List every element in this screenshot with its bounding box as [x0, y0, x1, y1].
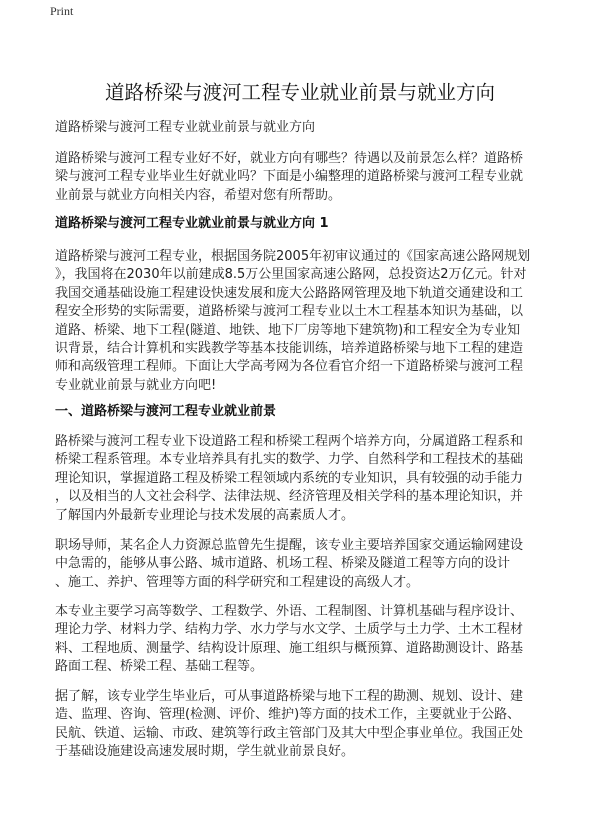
text-line: 本专业主要学习高等数学、工程数学、外语、工程制图、计算机基础与程序设计、 — [55, 604, 524, 619]
text-line: 路桥梁与渡河工程专业下设道路工程和桥梁工程两个培养方向，分属道路工程系和 — [55, 434, 524, 449]
employment-paragraph — [55, 688, 523, 762]
section-heading-2: 一、道路桥梁与渡河工程专业就业前景 — [55, 404, 277, 419]
text-line: 于基础设施建设高速发展时期，学生就业前景良好。 — [55, 744, 355, 760]
text-line: 理论力学、材料力学、结构力学、水力学与水文学、土质学与土力学、土木工程材 — [55, 622, 524, 638]
text-line: 职场导师，某名企人力资源总监曾先生提醒，该专业主要培养国家交通运输网建设 — [55, 538, 524, 553]
page-title: 道路桥梁与渡河工程专业就业前景与就业方向 — [104, 81, 495, 104]
text-line: 、施工、养护、管理等方面的科学研究和工程建设的高级人才。 — [55, 574, 420, 590]
print-link[interactable]: Print — [50, 4, 74, 18]
text-line: 据了解，该专业学生毕业后，可从事道路桥梁与地下工程的勘测、规划、设计、建 — [55, 689, 524, 704]
text-line: ，以及相当的人文社会科学、法律法规、经济管理及相关学科的基本理论知识，并 — [55, 489, 524, 505]
mentor-paragraph — [55, 537, 523, 592]
text-line: 民航、铁道、运输、市政、建筑等行政主管部门及其大中型企事业单位。我国正处 — [55, 725, 524, 741]
text-line: 我国交通基础设施工程建设快速发展和庞大公路路网管理及地下轨道交通建设和工 — [55, 285, 524, 301]
intro-paragraph — [55, 150, 523, 205]
text-line: 道路、桥梁、地下工程(隧道、地铁、地下厂房等地下建筑物)和工程安全为专业知 — [55, 322, 521, 338]
text-line: 桥梁工程系管理。本专业培养具有扎实的数学、力学、自然科学和工程技术的基础 — [55, 452, 524, 468]
text-line: 业前景与就业方向相关内容，希望对您有所帮助。 — [55, 187, 342, 203]
text-line: 程安全形势的实际需要，道路桥梁与渡河工程专业以土木工程基本知识为基础，以 — [55, 304, 524, 320]
text-line: 中急需的，能够从事公路、城市道路、机场工程、桥梁及隧道工程等方向的设计 — [55, 556, 511, 572]
text-line: 料、工程地质、测量学、结构设计原理、施工组织与概预算、道路勘测设计、路基 — [55, 640, 524, 656]
text-line: 梁与渡河工程专业毕业生好就业吗？下面是小编整理的道路桥梁与渡河工程专业就 — [55, 169, 524, 185]
text-line: 识背景，结合计算机和实践教学等基本技能训练，培养道路桥梁与地下工程的建造 — [55, 340, 524, 356]
section-heading-1: 道路桥梁与渡河工程专业就业前景与就业方向 1 — [55, 216, 329, 231]
text-line: 理论知识，掌握道路工程及桥梁工程领域内系统的专业知识，具有较强的动手能力 — [55, 470, 524, 486]
text-line: 道路桥梁与渡河工程专业，根据国务院2005年初审议通过的《国家高速公路网规划 — [55, 249, 531, 264]
subtitle: 道路桥梁与渡河工程专业就业前景与就业方向 — [55, 120, 316, 135]
text-line: 造、监理、咨询、管理(检测、评价、维护)等方面的技术工作，主要就业于公路、 — [55, 707, 521, 723]
courses-paragraph — [55, 603, 523, 677]
overview-paragraph — [55, 248, 530, 395]
text-line: 路面工程、桥梁工程、基础工程等。 — [55, 659, 264, 675]
text-line: 》，我国将在2030年以前建成8.5万公里国家高速公路网，总投资达2万亿元。针对 — [55, 267, 527, 283]
text-line: 师和高级管理工程师。下面让大学高考网为各位看官介绍一下道路桥梁与渡河工程 — [55, 359, 524, 375]
text-line: 了解国内外最新专业理论与技术发展的高素质人才。 — [55, 507, 355, 523]
text-line: 专业就业前景与就业方向吧! — [55, 377, 217, 393]
text-line: 道路桥梁与渡河工程专业好不好，就业方向有哪些？待遇以及前景怎么样？道路桥 — [55, 151, 524, 166]
prospects-paragraph — [55, 433, 523, 525]
